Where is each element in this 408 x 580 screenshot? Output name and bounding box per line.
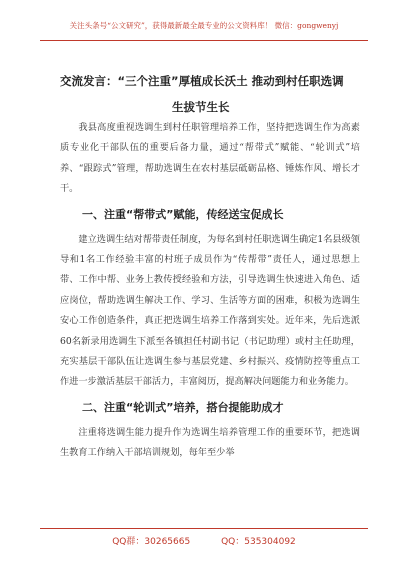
footer-contact <box>0 534 408 547</box>
footer-qq: QQ：535304092 <box>221 537 296 547</box>
intro-paragraph: 我县高度重视选调生到村任职管理培养工作，坚持把选调生作为高素质专业化干部队伍的重要后备力量，通过“帮带式”赋能、“轮训式”培养、“跟踪式”管理，帮助选调生在农村基层砥砺品格、锤炼作风、增长才干。 <box>60 122 360 195</box>
title-line-2: 生拔节生长 <box>172 100 230 114</box>
document-title <box>60 68 358 120</box>
document-body <box>60 118 360 464</box>
section-heading-1: 一、注重“帮带式”赋能，传经送宝促成长 <box>82 207 284 221</box>
footer-qq-group: QQ群：30265665 <box>112 537 191 547</box>
section-1-paragraph: 建立选调生结对帮带责任制度，为每名到村任职选调生确定1名县级领导和1名工作经验丰富的村班子成员作为“传帮带”责任人，通过思想上带、工作中帮、业务上教传授经验和方法，引导选调生快速进入角色、适应岗位，帮助选调生解决工作、学习、生活等方面的困难，积极为选调生安心工作创造条件，真正把选调生培养工作落到实处。近年来，先后选派60名新录用选调生下派至各镇担任村副书记（书记助理）或村主任助理，充实基层干部队伍让选调生参与基层党建、乡村振兴、疫情防控等重点工作进一步激活基层干部活力，丰富阅历，提高解决问题能力和业务能力。 <box>60 233 360 388</box>
header-divider <box>40 40 368 41</box>
footer-divider <box>40 528 368 529</box>
section-heading-2: 二、注重“轮训式”培养，搭台提能助成才 <box>82 400 284 414</box>
title-line-1: 交流发言：“三个注重”厚植成长沃土 推动到村任职选调 <box>60 74 344 88</box>
promo-header: 关注头条号“公文研究”，获得最新最全最专业的公文资料库！ 微信：gongwenyj <box>69 21 339 30</box>
section-2-paragraph: 注重将选调生能力提升作为选调生培养管理工作的重要环节，把选调生教育工作纳入干部培训规划，每年至少举 <box>60 426 360 459</box>
